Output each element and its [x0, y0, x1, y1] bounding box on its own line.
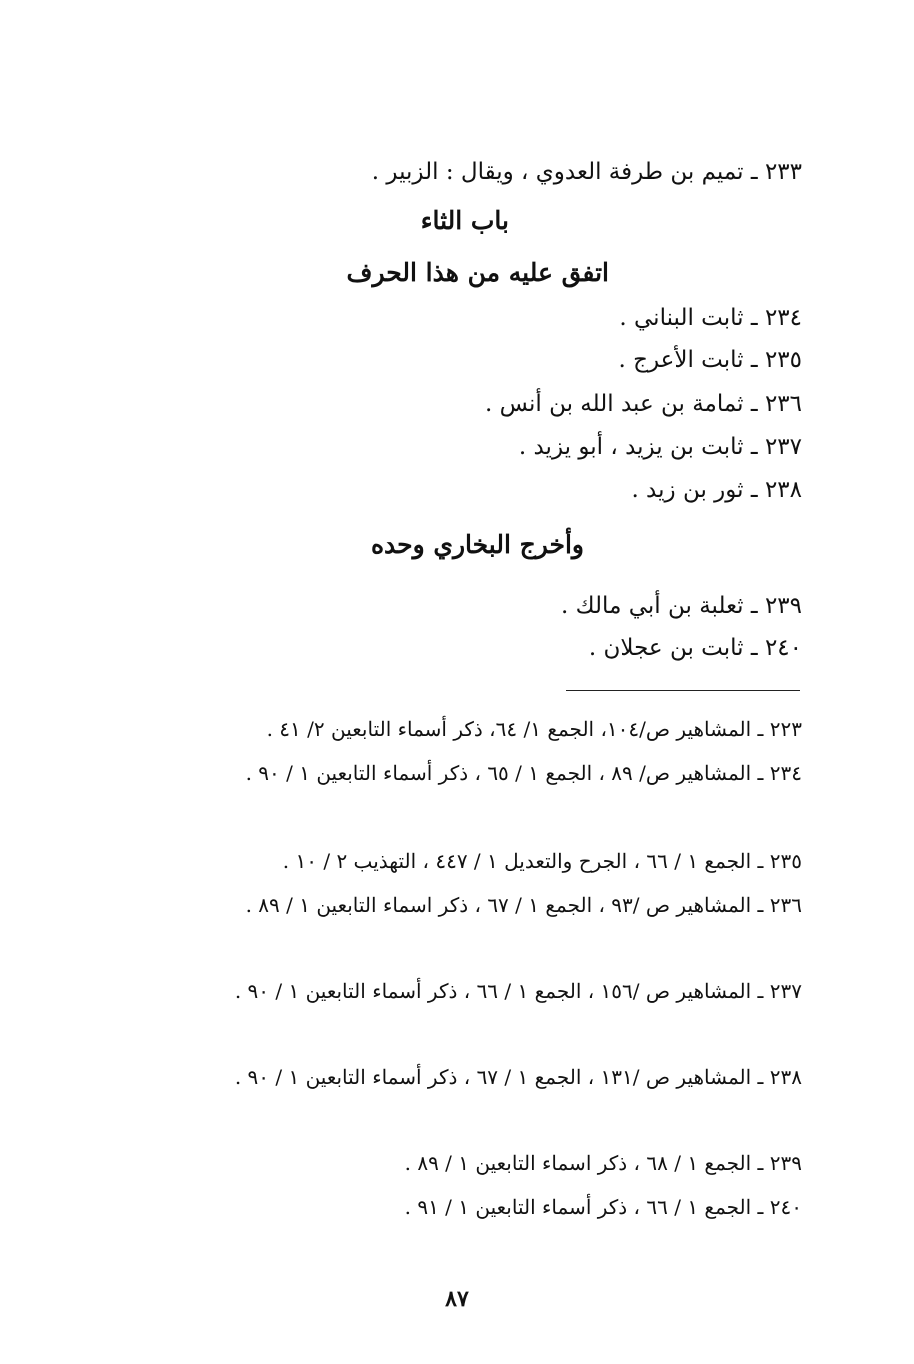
section-heading-agreed: اتفق عليه من هذا الحرف — [346, 258, 609, 287]
footnote-237: ٢٣٧ ـ المشاهير ص /١٥٦ ، الجمع ١ / ٦٦ ، ذكر أسماء التابعين ١ / ٩٠ . — [234, 979, 802, 1003]
footnote-240: ٢٤٠ ـ الجمع ١ / ٦٦ ، ذكر أسماء التابعين ١ / ٩١ . — [404, 1195, 802, 1219]
footnote-223: ٢٢٣ ـ المشاهير ص/١٠٤، الجمع ١/ ٦٤، ذكر أسماء التابعين ٢/ ٤١ . — [266, 717, 802, 741]
entry-237: ٢٣٧ ـ ثابت بن يزيد ، أبو يزيد . — [518, 434, 802, 460]
chapter-heading: باب الثاء — [420, 206, 509, 235]
entry-235: ٢٣٥ ـ ثابت الأعرج . — [618, 347, 802, 373]
entry-236: ٢٣٦ ـ ثمامة بن عبد الله بن أنس . — [485, 391, 802, 417]
footnote-236: ٢٣٦ ـ المشاهير ص /٩٣ ، الجمع ١ / ٦٧ ، ذكر اسماء التابعين ١ / ٨٩ . — [245, 893, 802, 917]
entry-240: ٢٤٠ ـ ثابت بن عجلان . — [588, 635, 802, 661]
footnote-divider — [566, 690, 800, 691]
entry-239: ٢٣٩ ـ ثعلبة بن أبي مالك . — [561, 593, 802, 619]
footnote-239: ٢٣٩ ـ الجمع ١ / ٦٨ ، ذكر اسماء التابعين ١ / ٨٩ . — [404, 1151, 802, 1175]
page-number: ٨٧ — [445, 1286, 469, 1312]
section-heading-bukhari: وأخرج البخاري وحده — [370, 530, 584, 559]
footnote-234: ٢٣٤ ـ المشاهير ص/ ٨٩ ، الجمع ١ / ٦٥ ، ذكر أسماء التابعين ١ / ٩٠ . — [245, 761, 802, 785]
entry-234: ٢٣٤ ـ ثابت البناني . — [619, 305, 802, 331]
entry-238: ٢٣٨ ـ ثور بن زيد . — [631, 477, 802, 503]
footnote-235: ٢٣٥ ـ الجمع ١ / ٦٦ ، الجرح والتعديل ١ / ٤٤٧ ، التهذيب ٢ / ١٠ . — [282, 849, 802, 873]
entry-233: ٢٣٣ ـ تميم بن طرفة العدوي ، ويقال : الزبير . — [371, 159, 802, 185]
footnote-238: ٢٣٨ ـ المشاهير ص /١٣١ ، الجمع ١ / ٦٧ ، ذكر أسماء التابعين ١ / ٩٠ . — [234, 1065, 802, 1089]
